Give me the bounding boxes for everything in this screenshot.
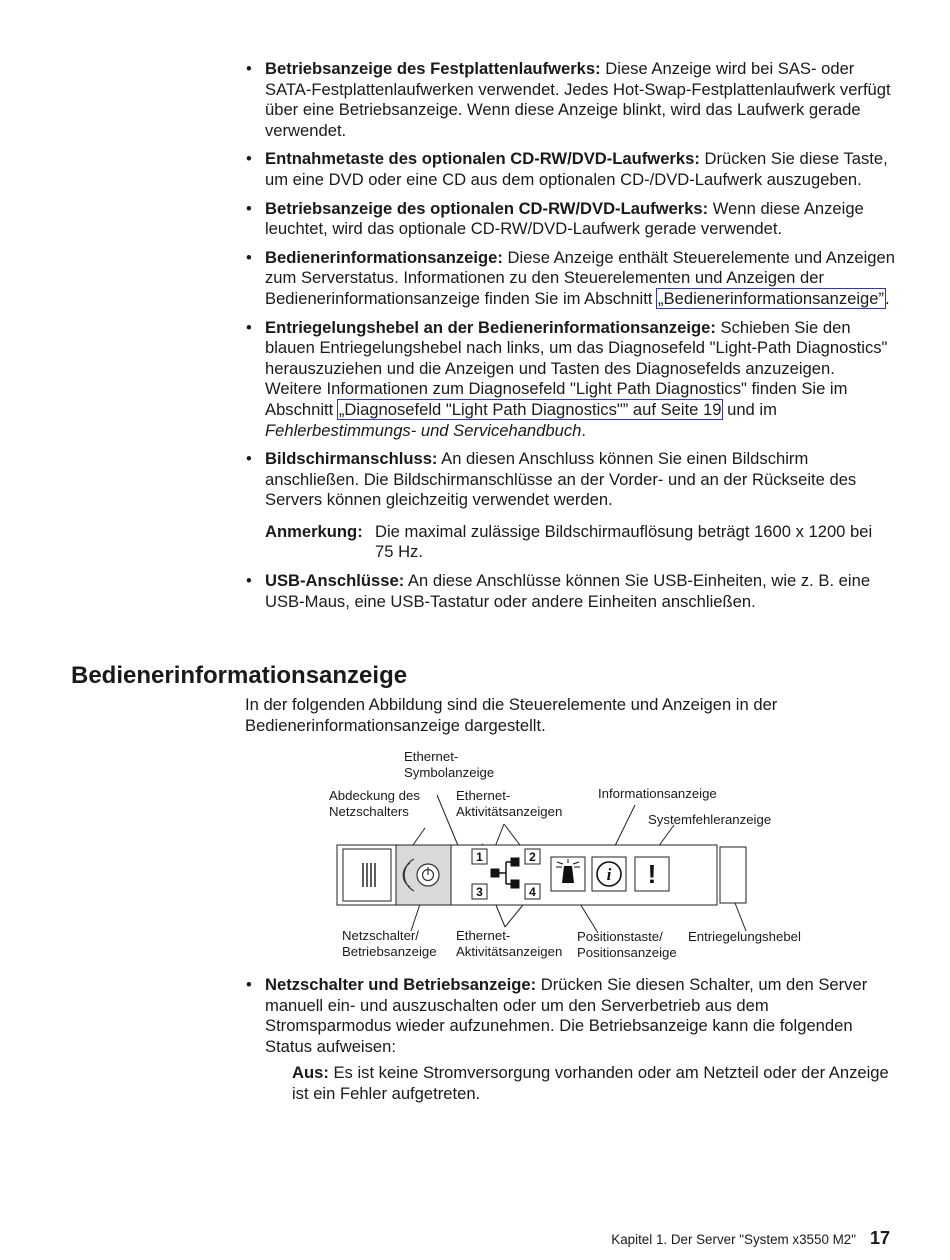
label-system-error: Systemfehleranzeige (648, 812, 772, 827)
item-text: Diese Anzeige wird bei SAS- oder SATA-Festplattenlaufwerken verwendet. Jedes Hot-Swap-Festplattenlaufwerk verfügt über eine Betriebsanzeige. Wenn diese Anzeige blinkt, wird das Laufwerk gerade verwendet. (265, 59, 891, 140)
label-ethernet-activity-top: Ethernet- Aktivitätsanzeigen (456, 788, 563, 819)
status-off-entry (292, 1063, 895, 1104)
operator-panel-figure (325, 745, 805, 965)
item-term: Bildschirmanschluss: (265, 449, 438, 469)
list-item (265, 199, 895, 240)
label-ethernet-activity-bottom: Ethernet- Aktivitätsanzeigen (456, 928, 563, 959)
list-item (265, 59, 895, 141)
item-text: An diesen Anschluss können Sie einen Bildschirm anschließen. Die Bildschirmanschlüsse an der Vorder- und an der Rückseite des Servers können gleichzeitig verwendet werden. (265, 449, 857, 510)
leader-line (735, 903, 746, 931)
control-list (265, 975, 895, 1105)
leader-line (413, 828, 425, 845)
item-text-end: und im (722, 399, 777, 419)
item-text: Diese Anzeige enthält Steuerelemente und Anzeigen zum Serverstatus. Informationen zu den Steuerelementen und Anzeigen der Bedienerinformationsanzeige finden Sie im Abschnitt (265, 247, 895, 308)
item-text: Drücken Sie diesen Schalter, um den Server manuell ein- und auszuschalten oder um den Serverbetrieb aus dem Stromsparmodus wieder aufzunehmen. Die Betriebsanzeige kann die folgenden Status aufweisen: (265, 975, 868, 1056)
status-text: Es ist keine Stromversorgung vorhanden oder am Netzteil oder der Anzeige ist ein Fehler aufgetreten. (292, 1063, 889, 1103)
label-information: Informationsanzeige (598, 786, 717, 801)
list-item (265, 571, 895, 612)
information-glyph: i (606, 865, 612, 884)
list-item (265, 449, 895, 563)
front-panel-description (265, 59, 895, 620)
item-term: Betriebsanzeige des optionalen CD-RW/DVD-Laufwerks: (265, 198, 709, 218)
ethernet-port-3-number: 3 (476, 885, 483, 899)
book-title: Fehlerbestimmungs- und Servicehandbuch (265, 420, 582, 440)
item-text-end: . (581, 420, 587, 440)
label-power-cover: Abdeckung des Netzschalters (329, 788, 420, 819)
item-term: Entnahmetaste des optionalen CD-RW/DVD-Laufwerks: (265, 149, 700, 169)
item-term: Netzschalter und Betriebsanzeige: (265, 975, 537, 994)
ethernet-port-1-number: 1 (476, 850, 483, 864)
note-label: Anmerkung: (265, 521, 363, 541)
system-error-icon: ! (647, 859, 657, 889)
item-text: An diese Anschlüsse können Sie USB-Einheiten, wie z. B. eine USB-Maus, eine USB-Tastatur oder andere Einheiten anschließen. (265, 571, 871, 611)
item-text-end: . (885, 288, 890, 308)
release-latch (720, 847, 746, 903)
item-term: Bedienerinformationsanzeige: (265, 247, 503, 267)
list-item (265, 248, 895, 310)
chapter-title: Kapitel 1. Der Server "System x3550 M2" (611, 1232, 856, 1247)
component-list (265, 59, 895, 612)
note-text: Die maximal zulässige Bildschirmauflösung beträgt 1600 x 1200 bei 75 Hz. (375, 521, 873, 562)
status-term: Aus: (292, 1063, 329, 1083)
page-number: 17 (869, 1228, 890, 1248)
ethernet-port-4-number: 4 (529, 885, 536, 899)
note (265, 522, 895, 563)
list-item (265, 318, 895, 442)
label-release-lever: Entriegelungshebel (688, 929, 801, 944)
label-ethernet-symbol: Ethernet- Symbolanzeige (404, 749, 495, 780)
item-term: USB-Anschlüsse: (265, 571, 405, 591)
ethernet-port-2-number: 2 (529, 850, 536, 864)
cross-reference-link[interactable]: „Bedienerinformationsanzeige” (658, 288, 885, 308)
cross-reference-link[interactable]: „Diagnosefeld "Light Path Diagnostics"” auf Seite 19 (338, 399, 722, 419)
item-text: Drücken Sie diese Taste, um eine DVD oder eine CD aus dem optionalen CD-/DVD-Laufwerk auszugeben. (265, 149, 888, 189)
item-text: Schieben Sie den blauen Entriegelungshebel nach links, um das Diagnosefeld "Light-Path Diagnostics" herauszuziehen und die Anzeigen und Tasten des Diagnosefelds anzuzeigen. Weitere Informationen zum Diagnosefeld "Light Path Diagnostics" finden Sie im Abschnitt (265, 317, 888, 419)
operator-panel-description (265, 975, 895, 1113)
label-power-switch: Netzschalter/ Betriebsanzeige (342, 928, 437, 959)
list-item (265, 975, 895, 1105)
list-item (265, 149, 895, 190)
section-heading: Bedienerinformationsanzeige (71, 662, 408, 689)
page-footer (611, 1228, 890, 1250)
item-term: Entriegelungshebel an der Bedienerinformationsanzeige: (265, 317, 716, 337)
item-text: Wenn diese Anzeige leuchtet, wird das optionale CD-RW/DVD-Laufwerk gerade verwendet. (265, 198, 864, 239)
item-term: Betriebsanzeige des Festplattenlaufwerks: (265, 59, 601, 78)
label-locator: Positionstaste/ Positionsanzeige (577, 929, 677, 960)
section-intro: In der folgenden Abbildung sind die Steuerelemente und Anzeigen in der Bedienerinformationsanzeige dargestellt. (245, 695, 778, 735)
